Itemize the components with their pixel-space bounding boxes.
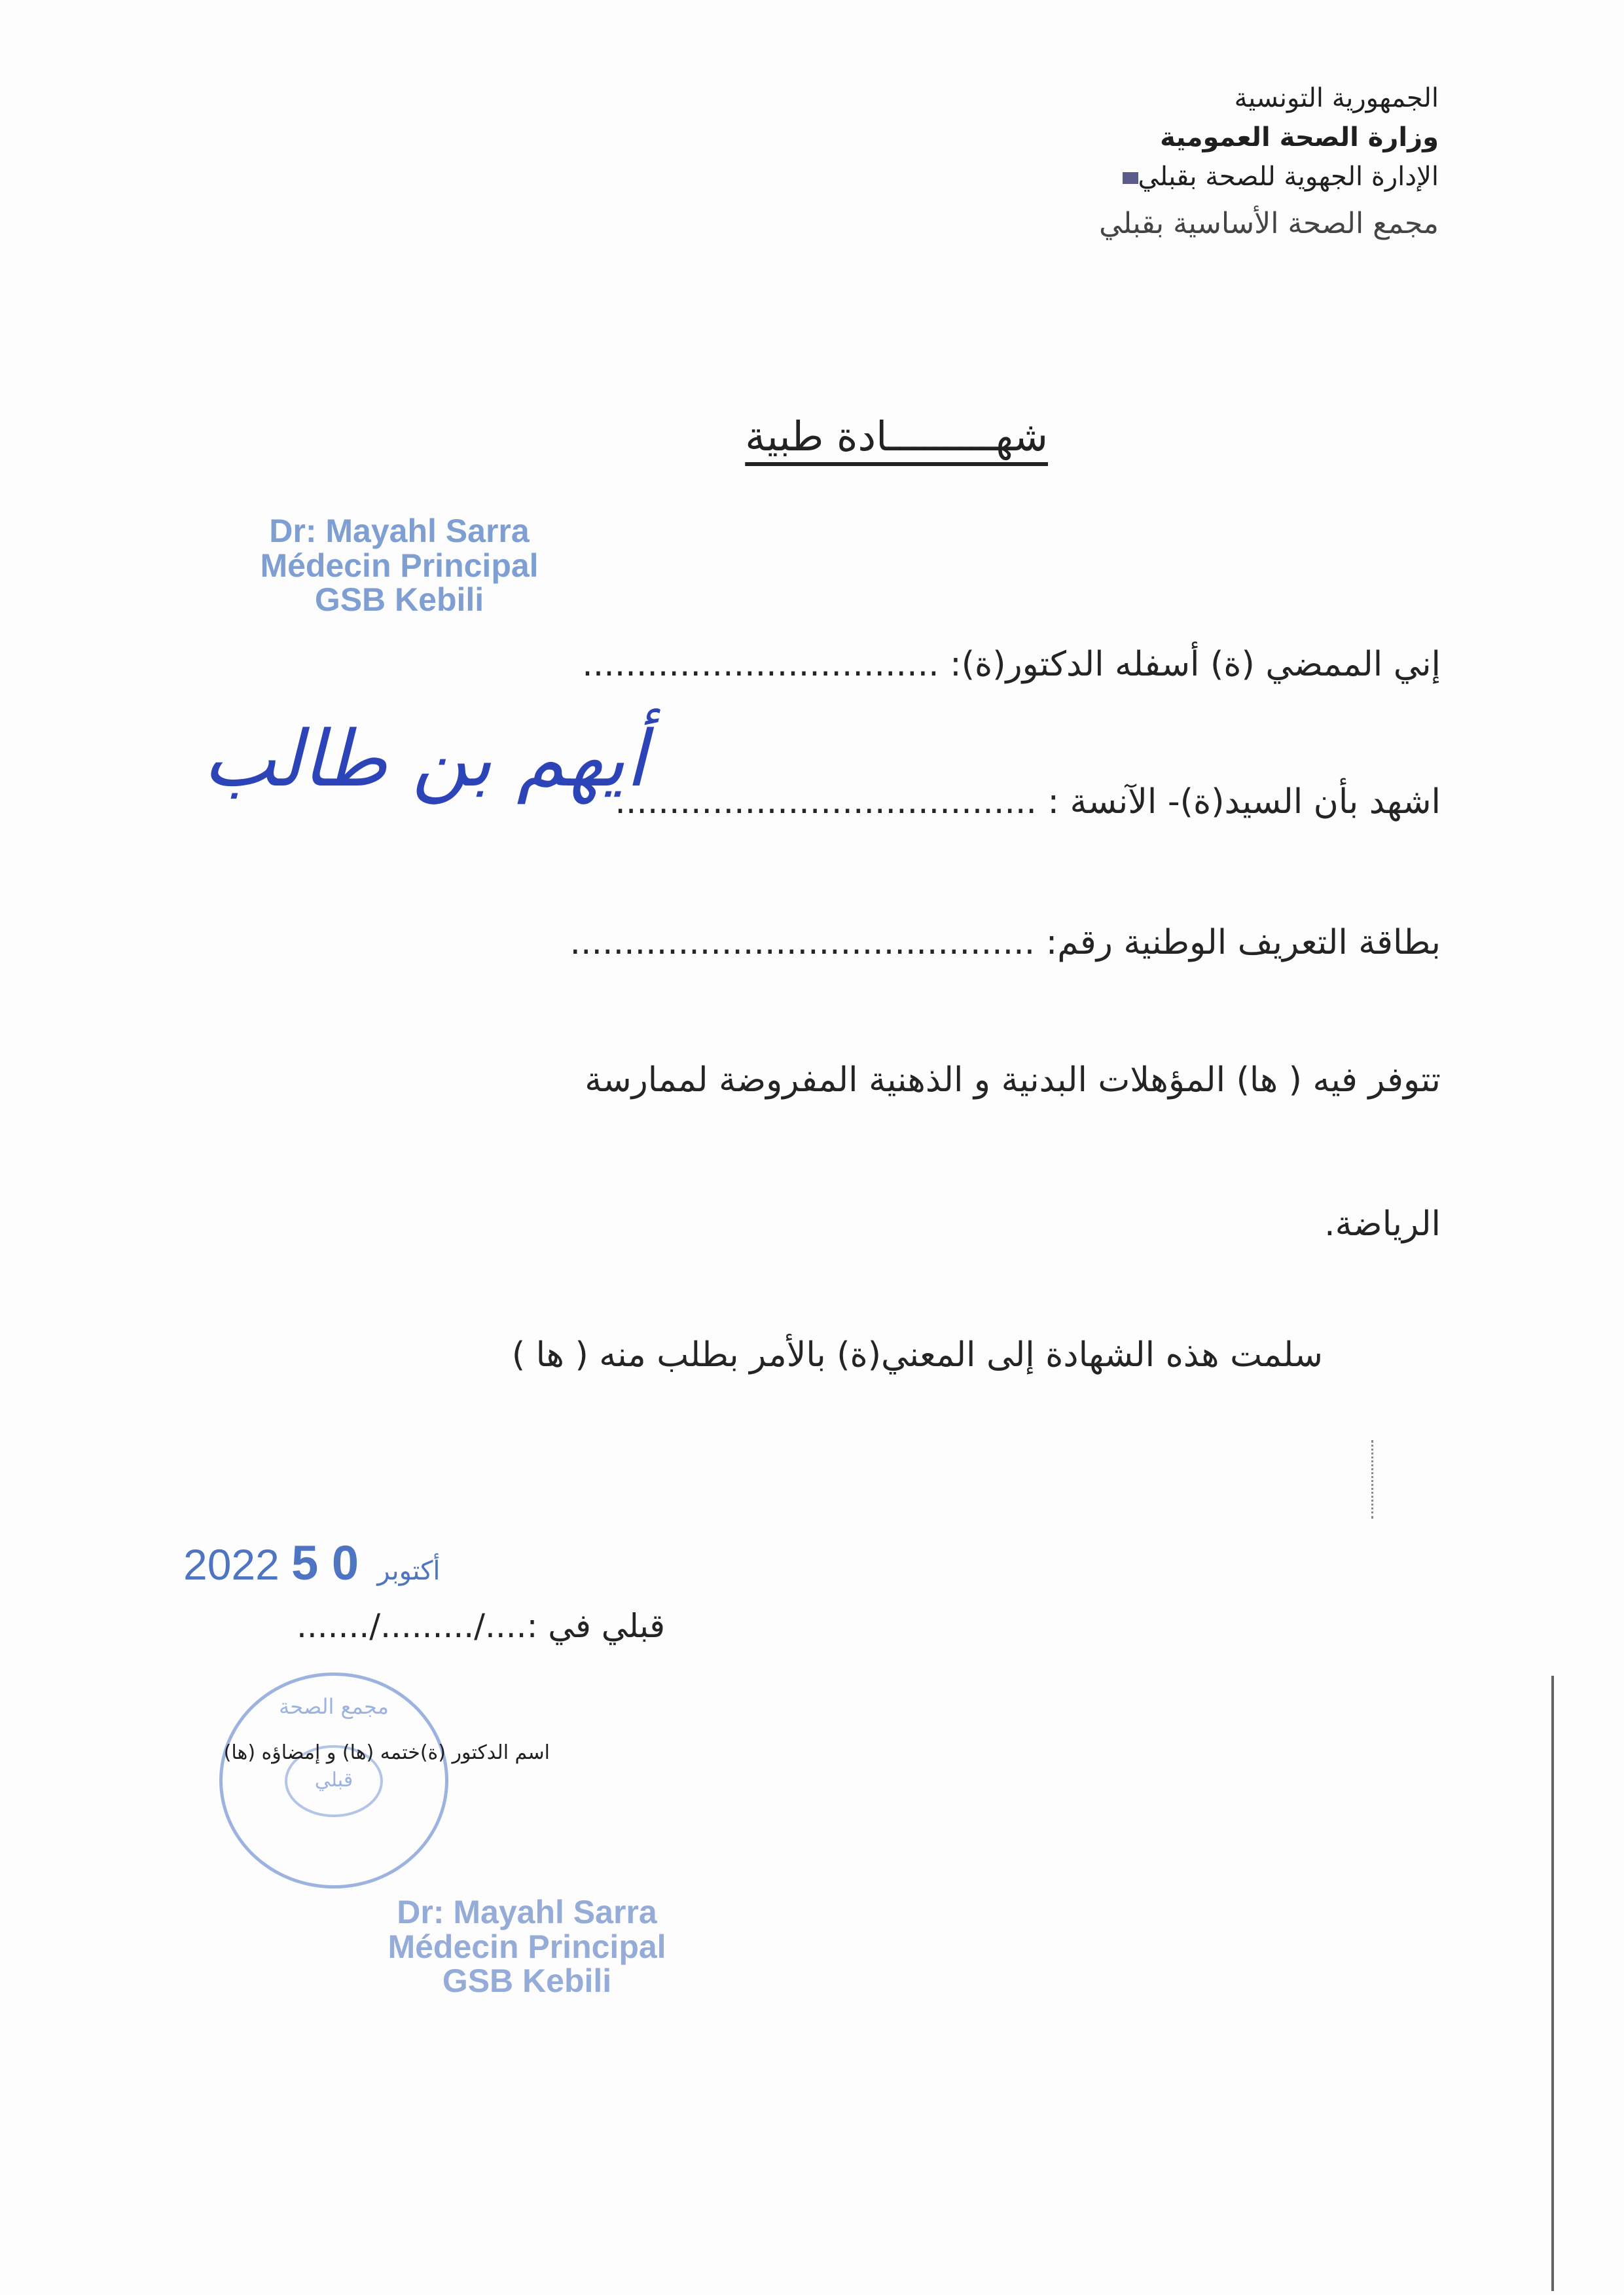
date-stamp-month: أكتوبر xyxy=(377,1557,441,1585)
header-ministry: وزارة الصحة العمومية xyxy=(1160,122,1439,153)
header-regional-direction-text: الإدارة الجهوية للصحة بقبلي xyxy=(1138,162,1439,192)
date-stamp-year: 2022 xyxy=(183,1540,280,1589)
doctor-stamp-bottom-role: Médecin Principal xyxy=(388,1928,666,1965)
scan-edge-line xyxy=(1551,1676,1554,2291)
signature-label: اسم الدكتور (ة)ختمه (ها) و إمضاؤه (ها) xyxy=(223,1741,550,1764)
body-line-patient: اشهد بأن السيد(ة)- الآنسة : ....................................... xyxy=(615,782,1441,822)
body-line-sport: الرياضة. xyxy=(1324,1204,1441,1244)
doctor-stamp-bottom-name: Dr: Mayahl Sarra xyxy=(397,1894,657,1930)
patient-name-handwritten: أيهم بن طالب xyxy=(203,714,647,804)
body-line-delivered: سلمت هذه الشهادة إلى المعني(ة) بالأمر بطلب منه ( ها ) xyxy=(511,1335,1323,1375)
header-bullet-icon xyxy=(1123,172,1138,184)
header-regional-direction xyxy=(1119,164,1439,190)
scan-dotted-mark xyxy=(1371,1440,1375,1519)
round-stamp-line1: مجمع الصحة xyxy=(279,1694,389,1719)
document-title: شهـــــــــادة طبية xyxy=(745,412,1048,460)
date-stamp xyxy=(183,1535,446,1591)
body-line-qualifications: تتوفر فيه ( ها) المؤهلات البدنية و الذهنية المفروضة لممارسة xyxy=(585,1060,1441,1100)
doctor-stamp-place: GSB Kebili xyxy=(314,581,484,618)
date-stamp-day: 0 5 xyxy=(291,1536,359,1590)
doctor-stamp-bottom-place: GSB Kebili xyxy=(442,1962,612,1999)
round-stamp-line2: قبلي xyxy=(314,1769,353,1792)
round-stamp xyxy=(219,1672,448,1888)
header-republic: الجمهورية التونسية xyxy=(1234,83,1439,113)
doctor-stamp-top xyxy=(229,514,569,617)
body-line-doctor: إني الممضي (ة) أسفله الدكتور(ة): ................................. xyxy=(582,645,1441,684)
header-health-center: مجمع الصحة الأساسية بقبلي xyxy=(1099,207,1439,240)
body-line-id-card: بطاقة التعريف الوطنية رقم: ........................................... xyxy=(569,923,1441,962)
doctor-stamp-bottom xyxy=(353,1895,700,1998)
doctor-stamp-role: Médecin Principal xyxy=(260,547,539,584)
doctor-stamp-name: Dr: Mayahl Sarra xyxy=(269,513,530,549)
place-date-line: قبلي في :..../........./....... xyxy=(297,1607,665,1645)
